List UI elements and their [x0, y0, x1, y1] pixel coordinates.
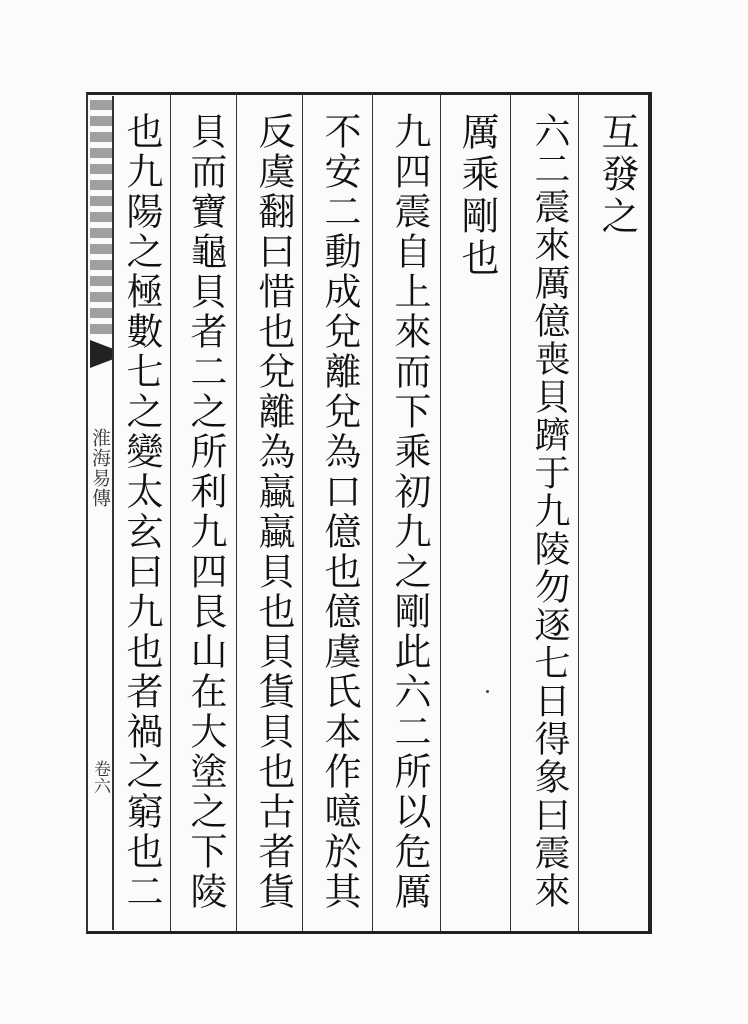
spine-ornament	[90, 100, 112, 340]
column-rule	[236, 95, 237, 931]
column-rule	[372, 95, 373, 931]
column-rule	[170, 95, 171, 931]
spine-volume-label: 卷六	[90, 760, 110, 794]
text-column-6: 反虞翻曰惜也兌離為蠃蠃貝也貝貨貝也古者貨	[252, 112, 295, 912]
column-rule	[510, 95, 511, 931]
column-rule	[578, 95, 579, 931]
text-column-5: 不安二動成兌離兌為口億也億虞氏本作噫於其	[318, 112, 361, 912]
spine-book-title: 淮海易傳	[89, 428, 111, 508]
ink-speck	[486, 690, 489, 693]
text-column-8: 也九陽之極數七之變太玄曰九也者禍之窮也二	[120, 112, 163, 912]
text-column-2: 六二震來厲億喪貝躋于九陵勿逐七日得象曰震來	[529, 112, 570, 910]
text-column-3: 厲乘剛也	[455, 112, 499, 280]
column-rule	[440, 95, 441, 931]
text-column-1: 互發之	[595, 112, 639, 238]
text-column-7: 貝而寶龜貝者二之所利九四艮山在大塗之下陵	[184, 112, 227, 912]
text-column-4: 九四震自上來而下乘初九之剛此六二所以危厲	[388, 112, 431, 912]
column-rule	[302, 95, 303, 931]
